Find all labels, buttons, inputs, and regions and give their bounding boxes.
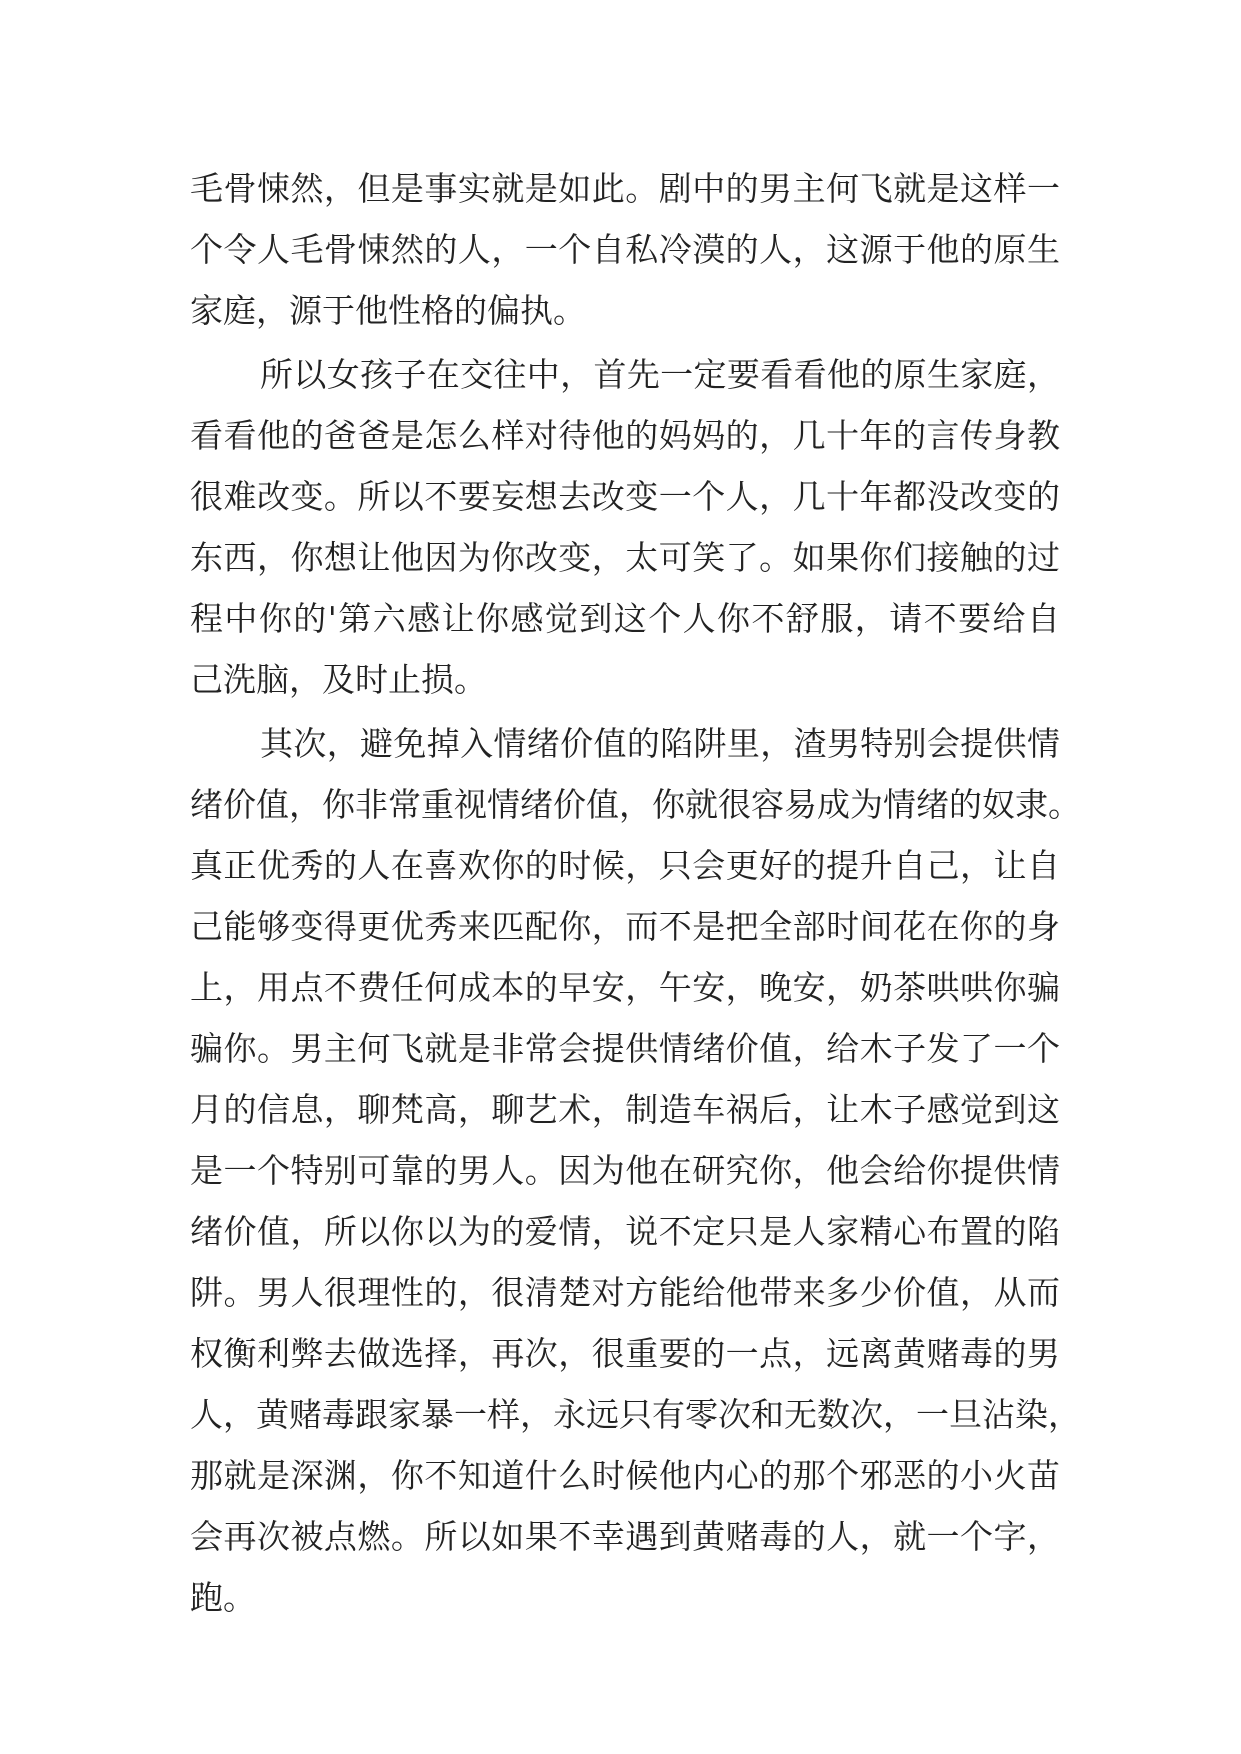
text-line: 看看他的爸爸是怎么样对待他的妈妈的，几十年的言传身教 xyxy=(190,416,1060,455)
text-line: 东西，你想让他因为你改变，太可笑了。如果你们接触的过 xyxy=(190,538,1060,577)
text-line: 骗你。男主何飞就是非常会提供情绪价值，给木子发了一个 xyxy=(190,1029,1060,1068)
text-line: 其次，避免掉入情绪价值的陷阱里，渣男特别会提供情 xyxy=(260,724,1060,763)
text-line: 月的信息，聊梵高，聊艺术，制造车祸后，让木子感觉到这 xyxy=(190,1090,1060,1129)
text-line: 阱。男人很理性的，很清楚对方能给他带来多少价值，从而 xyxy=(190,1273,1060,1312)
text-line: 绪价值，你非常重视情绪价值，你就很容易成为情绪的奴隶。 xyxy=(190,785,1081,824)
text-line: 真正优秀的人在喜欢你的时候，只会更好的提升自己，让自 xyxy=(190,846,1060,885)
text-line: 绪价值，所以你以为的爱情，说不定只是人家精心布置的陷 xyxy=(190,1212,1060,1251)
text-line: 上，用点不费任何成本的早安，午安，晚安，奶茶哄哄你骗 xyxy=(190,968,1060,1007)
text-line: 人，黄赌毒跟家暴一样，永远只有零次和无数次，一旦沾染， xyxy=(190,1395,1081,1434)
text-line: 那就是深渊，你不知道什么时候他内心的那个邪恶的小火苗 xyxy=(190,1456,1060,1495)
text-line: 家庭，源于他性格的偏执。 xyxy=(190,291,586,330)
text-line: 毛骨悚然，但是事实就是如此。剧中的男主何飞就是这样一 xyxy=(190,169,1060,208)
text-line: 己洗脑，及时止损。 xyxy=(190,660,487,699)
text-line: 是一个特别可靠的男人。因为他在研究你，他会给你提供情 xyxy=(190,1151,1060,1190)
text-line: 所以女孩子在交往中，首先一定要看看他的原生家庭， xyxy=(260,355,1060,394)
text-line: 个令人毛骨悚然的人，一个自私冷漠的人，这源于他的原生 xyxy=(190,230,1060,269)
text-line: 程中你的'第六感让你感觉到这个人你不舒服，请不要给自 xyxy=(190,599,1060,638)
text-line: 会再次被点燃。所以如果不幸遇到黄赌毒的人，就一个字， xyxy=(190,1517,1060,1556)
text-line: 权衡利弊去做选择，再次，很重要的一点，远离黄赌毒的男 xyxy=(190,1334,1060,1373)
text-line: 很难改变。所以不要妄想去改变一个人，几十年都没改变的 xyxy=(190,477,1060,516)
text-line: 跑。 xyxy=(190,1578,256,1617)
text-line: 己能够变得更优秀来匹配你，而不是把全部时间花在你的身 xyxy=(190,907,1060,946)
